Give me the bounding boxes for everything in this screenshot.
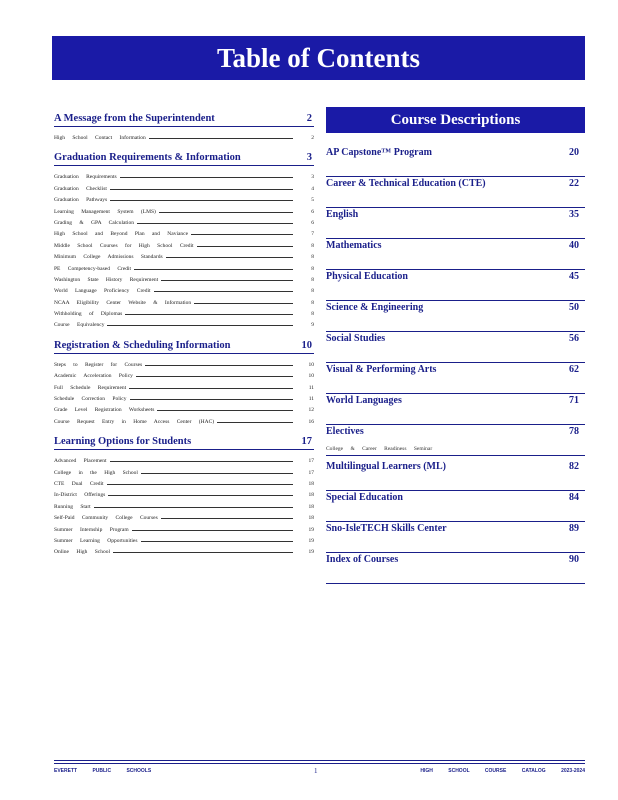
toc-entry[interactable] [54, 405, 314, 416]
course-description-title: World Languages [326, 395, 402, 406]
toc-entry[interactable] [54, 298, 314, 309]
course-description-title: Multilingual Learners (ML) [326, 461, 446, 472]
toc-entry[interactable] [54, 133, 314, 144]
toc-entry-page: 6 [311, 208, 314, 215]
toc-entry-label: PE Competency-based Credit [54, 265, 132, 272]
toc-entry-page: 19 [308, 526, 314, 533]
toc-entry-label: High School and Beyond Plan and Naviance [54, 231, 189, 238]
toc-section [54, 340, 314, 428]
toc-entry[interactable] [54, 309, 314, 320]
toc-entry-page: 10 [308, 373, 314, 380]
toc-entry-label: Withholding of Diplomas [54, 311, 123, 318]
toc-entry[interactable] [54, 525, 314, 536]
toc-section-page: 2 [306, 113, 312, 124]
course-description-page: 50 [569, 302, 579, 313]
leader-line [132, 529, 293, 531]
toc-entry-page: 18 [308, 503, 314, 510]
toc-entry-page: 7 [311, 231, 314, 238]
toc-section-title: Registration & Scheduling Information [54, 339, 231, 351]
toc-entry-page: 11 [308, 384, 314, 391]
toc-entry-label: Graduation Requirements [54, 174, 117, 181]
course-description-page: 35 [569, 209, 579, 220]
course-description-page: 89 [569, 523, 579, 534]
leader-line [194, 302, 293, 304]
toc-entry[interactable] [54, 371, 314, 382]
toc-entry-label: Course Equivalency [54, 322, 105, 329]
leader-line [125, 313, 293, 315]
contents-left-column [54, 113, 314, 567]
toc-entry-label: Grading & GPA Calculation [54, 219, 134, 226]
toc-entry[interactable] [54, 320, 314, 331]
toc-entry-label: Online High School [54, 549, 110, 556]
course-description-title: English [326, 209, 359, 220]
course-description-page: 45 [569, 271, 579, 282]
course-description-entry[interactable] [326, 209, 585, 239]
toc-entry-page: 4 [311, 185, 314, 192]
toc-entry-page: 8 [311, 299, 314, 306]
leader-line [129, 387, 293, 389]
toc-entry-label: Grade Level Registration Worksheets [54, 407, 155, 414]
course-description-entry[interactable] [326, 554, 585, 584]
toc-entry-label: CTE Dual Credit [54, 480, 104, 487]
course-description-title: Physical Education [326, 271, 408, 282]
toc-entry-label: Advanced Placement [54, 458, 107, 465]
leader-line [110, 188, 293, 190]
toc-entry[interactable] [54, 229, 314, 240]
toc-section [54, 152, 314, 331]
course-description-subentry: College & Career Readiness Seminar [326, 446, 433, 452]
course-description-title: Visual & Performing Arts [326, 364, 437, 375]
toc-entry-page: 10 [308, 361, 314, 368]
course-description-title: Special Education [326, 492, 403, 503]
toc-entry-label: College in the High School [54, 469, 138, 476]
course-description-page: 90 [569, 554, 579, 565]
course-description-title: Career & Technical Education (CTE) [326, 178, 486, 189]
toc-entry-page: 8 [311, 242, 314, 249]
leader-line [110, 460, 293, 462]
toc-section-heading[interactable] [54, 436, 314, 450]
toc-entry[interactable] [54, 286, 314, 297]
course-description-page: 71 [569, 395, 579, 406]
toc-entry-page: 2 [311, 135, 314, 141]
leader-line [137, 222, 293, 224]
leader-line [107, 483, 293, 485]
page-title: Table of Contents [52, 36, 585, 80]
toc-entry-page: 19 [308, 549, 314, 556]
toc-section-page: 3 [306, 152, 312, 164]
toc-entry-page: 8 [311, 276, 314, 283]
toc-section [54, 436, 314, 559]
course-description-entry[interactable] [326, 147, 585, 177]
toc-entry[interactable] [54, 417, 314, 428]
toc-entry[interactable] [54, 468, 314, 479]
toc-entry-label: In-District Offerings [54, 492, 106, 499]
toc-entry-page: 8 [311, 254, 314, 261]
toc-entry-label: Self-Paid Community College Courses [54, 515, 158, 522]
leader-line [154, 290, 293, 292]
course-description-page: 78 [569, 426, 579, 437]
toc-entry-label: Summer Learning Opportunities [54, 537, 138, 544]
toc-entry-page: 18 [308, 480, 314, 487]
leader-line [166, 256, 293, 258]
course-description-page: 40 [569, 240, 579, 251]
footer-rule [54, 760, 585, 761]
course-description-page: 56 [569, 333, 579, 344]
leader-line [110, 199, 293, 201]
toc-entry[interactable] [54, 536, 314, 547]
course-description-entry[interactable] [326, 523, 585, 553]
toc-entry-label: High School Contact Information [54, 135, 146, 141]
leader-line [113, 551, 293, 553]
toc-entry[interactable] [54, 547, 314, 558]
course-description-title: AP Capstone™ Program [326, 147, 432, 158]
course-description-page: 22 [569, 178, 579, 189]
course-description-title: Electives [326, 426, 364, 437]
course-description-entry[interactable] [326, 240, 585, 270]
toc-entry-label: Summer Internship Program [54, 526, 129, 533]
toc-entry-page: 16 [308, 418, 314, 425]
toc-entry[interactable] [54, 383, 314, 394]
toc-entry-label: NCAA Eligibility Center Website & Information [54, 299, 192, 306]
toc-entry[interactable] [54, 241, 314, 252]
course-description-title: Social Studies [326, 333, 386, 344]
leader-line [149, 137, 293, 139]
toc-section-title: Learning Options for Students [54, 436, 192, 448]
leader-line [145, 364, 293, 366]
course-description-title: Sno-IsleTECH Skills Center [326, 523, 447, 534]
toc-entry[interactable] [54, 456, 314, 467]
course-descriptions-heading: Course Descriptions [326, 107, 585, 133]
toc-entry-label: Steps to Register for Courses [54, 361, 143, 368]
footer-district: EVERETT PUBLIC SCHOOLS [54, 768, 152, 774]
course-description-page: 20 [569, 147, 579, 158]
course-description-page: 82 [569, 461, 579, 472]
course-description-entry[interactable] [326, 178, 585, 208]
toc-entry[interactable] [54, 275, 314, 286]
leader-line [120, 176, 293, 178]
leader-line [141, 472, 293, 474]
leader-line [217, 421, 293, 423]
course-description-entry[interactable] [326, 492, 585, 522]
course-description-entry[interactable] [326, 333, 585, 363]
toc-entry[interactable] [54, 502, 314, 513]
toc-entry-page: 12 [308, 407, 314, 414]
footer-rule-secondary [54, 763, 585, 764]
leader-line [107, 324, 293, 326]
toc-entry[interactable] [54, 360, 314, 371]
leader-line [130, 398, 294, 400]
toc-entry-page: 3 [311, 174, 314, 181]
toc-entry-label: Graduation Pathways [54, 197, 108, 204]
leader-line [136, 375, 293, 377]
course-description-title: Mathematics [326, 240, 382, 251]
toc-entry-label: Minimum College Admissions Standards [54, 254, 163, 261]
leader-line [161, 517, 293, 519]
toc-entry[interactable] [54, 394, 314, 405]
leader-line [191, 233, 293, 235]
leader-line [197, 245, 293, 247]
toc-entry-label: Full Schedule Requirement [54, 384, 127, 391]
course-description-entry[interactable] [326, 461, 585, 491]
toc-entry[interactable] [54, 195, 314, 206]
toc-entry[interactable] [54, 184, 314, 195]
toc-entry-page: 5 [311, 197, 314, 204]
toc-section-title: Graduation Requirements & Information [54, 152, 241, 164]
toc-entry-page: 8 [311, 311, 314, 318]
leader-line [157, 409, 293, 411]
course-description-page: 62 [569, 364, 579, 375]
footer-catalog-title: HIGH SCHOOL COURSE CATALOG 2023-2024 [420, 768, 585, 774]
toc-entry-label: Academic Acceleration Policy [54, 373, 133, 380]
toc-section-heading[interactable] [54, 152, 314, 166]
toc-entry[interactable] [54, 172, 314, 183]
toc-entry[interactable] [54, 218, 314, 229]
toc-section-title: A Message from the Superintendent [54, 113, 215, 124]
toc-entry-label: Washington State History Requirement [54, 276, 159, 283]
toc-section-heading[interactable] [54, 113, 314, 127]
footer-page-number: 1 [314, 767, 318, 775]
leader-line [141, 540, 294, 542]
toc-entry[interactable] [54, 513, 314, 524]
toc-entry[interactable] [54, 252, 314, 263]
course-descriptions-list [326, 147, 585, 584]
toc-entry[interactable] [54, 479, 314, 490]
toc-entry-page: 8 [311, 265, 314, 272]
toc-entry-label: Running Start [54, 503, 91, 510]
toc-entry-page: 18 [308, 515, 314, 522]
leader-line [161, 279, 293, 281]
toc-entry-page: 18 [308, 492, 314, 499]
toc-entry[interactable] [54, 264, 314, 275]
toc-entry-page: 11 [308, 396, 314, 403]
leader-line [134, 268, 293, 270]
toc-entry-page: 6 [311, 219, 314, 226]
toc-entry-label: Learning Management System (LMS) [54, 208, 156, 215]
toc-entry-page: 9 [311, 322, 314, 329]
toc-entry-page: 17 [308, 458, 314, 465]
course-description-title: Science & Engineering [326, 302, 424, 313]
course-description-title: Index of Courses [326, 554, 399, 565]
toc-entry[interactable] [54, 490, 314, 501]
toc-entry-label: Middle School Courses for High School Credit [54, 242, 194, 249]
toc-entry-label: Course Request Entry in Home Access Center (HAC) [54, 418, 215, 425]
toc-entry-label: Graduation Checklist [54, 185, 107, 192]
course-description-entry[interactable] [326, 364, 585, 394]
leader-line [108, 494, 293, 496]
leader-line [94, 506, 293, 508]
course-description-entry[interactable] [326, 395, 585, 425]
course-description-entry[interactable] [326, 302, 585, 332]
toc-section [54, 113, 314, 144]
toc-entry-page: 17 [308, 469, 314, 476]
toc-section-heading[interactable] [54, 340, 314, 354]
toc-entry[interactable] [54, 207, 314, 218]
course-description-page: 84 [569, 492, 579, 503]
course-description-entry[interactable] [326, 271, 585, 301]
toc-section-page: 10 [301, 339, 312, 351]
toc-entry-page: 19 [308, 537, 314, 544]
leader-line [159, 211, 293, 213]
toc-entry-page: 8 [311, 288, 314, 295]
toc-entry-label: World Language Proficiency Credit [54, 288, 151, 295]
toc-section-page: 17 [301, 436, 312, 448]
toc-entry-label: Schedule Correction Policy [54, 396, 127, 403]
course-descriptions-column [326, 107, 585, 585]
